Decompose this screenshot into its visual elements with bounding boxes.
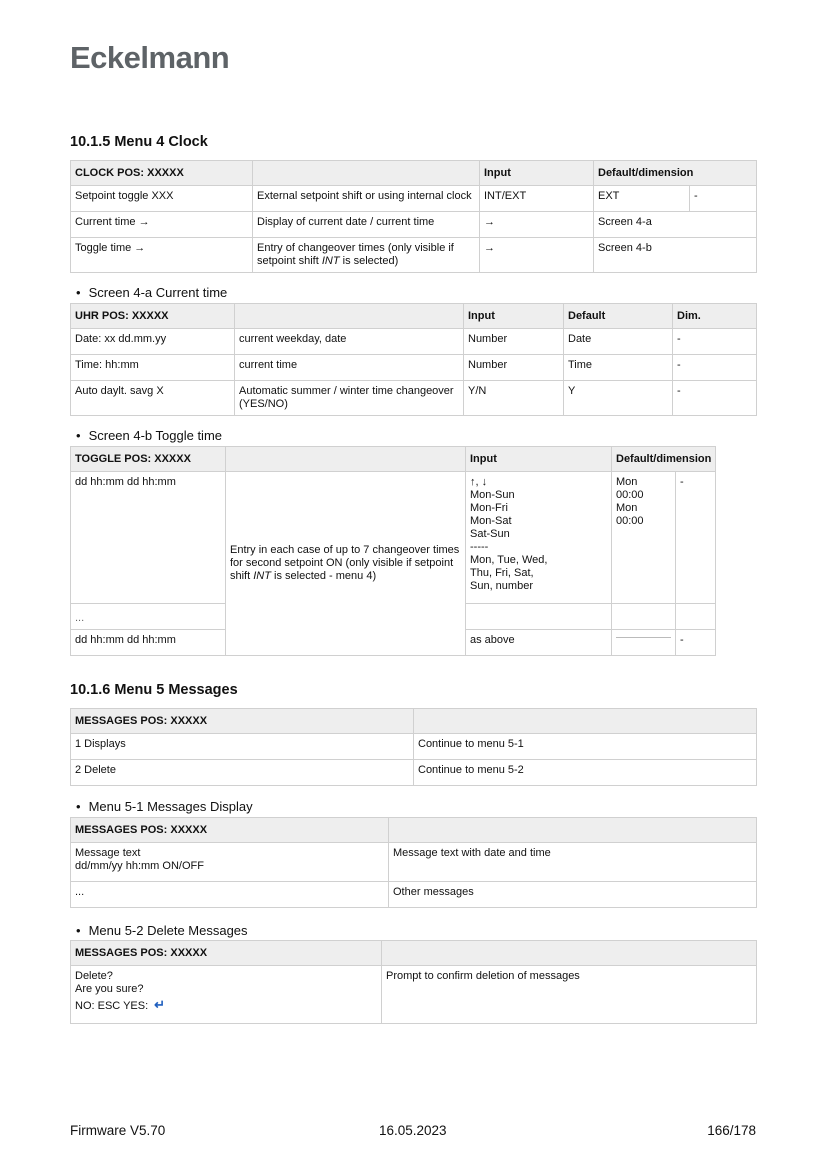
cell: INT/EXT <box>480 186 594 212</box>
text: Mon <box>616 502 638 514</box>
clock-table <box>70 160 757 273</box>
text: Message text <box>75 847 141 859</box>
cell: Other messages <box>389 882 757 908</box>
bullet-text: Screen 4-a Current time <box>88 285 228 300</box>
cell: - <box>676 472 716 604</box>
header-cell: Dim. <box>673 304 757 329</box>
cell: 1 Displays <box>71 734 414 760</box>
header-cell <box>226 447 466 472</box>
cell: EXT <box>594 186 690 212</box>
header-cell: Input <box>480 161 594 186</box>
header-cell: Default/dimension <box>612 447 716 472</box>
cell: Time: hh:mm <box>71 355 235 381</box>
cell: Y <box>564 381 673 416</box>
cell-default <box>612 472 676 604</box>
text: is selected - menu 4) <box>270 570 377 582</box>
text: Delete? <box>75 970 113 982</box>
messages-table <box>70 708 757 786</box>
bullet-text: Screen 4-b Toggle time <box>88 428 223 443</box>
header-cell <box>235 304 464 329</box>
header-cell <box>382 941 757 966</box>
text: Entry of changeover times (only visible if setpoint shift <box>257 242 454 267</box>
table-header-row <box>71 447 716 472</box>
bullet-menu-5-2: • Menu 5-2 Delete Messages <box>76 923 248 938</box>
cell: Current time → <box>71 212 253 238</box>
cell: Prompt to confirm deletion of messages <box>382 966 757 1024</box>
cell: - <box>673 381 757 416</box>
cell: Screen 4-a <box>594 212 757 238</box>
cell: dd hh:mm dd hh:mm <box>71 630 226 656</box>
cell: Continue to menu 5-1 <box>414 734 757 760</box>
cell: Setpoint toggle XXX <box>71 186 253 212</box>
text: Entry in each case of up to 7 changeover times for second setpoint ON (only visible if setpoint shift <box>230 544 460 582</box>
cell: Y/N <box>464 381 564 416</box>
header-cell: TOGGLE POS: XXXXX <box>71 447 226 472</box>
cell: ... <box>71 882 389 908</box>
text: Mon-Sun <box>470 489 515 501</box>
text: 00:00 <box>616 515 644 527</box>
cell: Auto daylt. savg X <box>71 381 235 416</box>
cell: Date: xx dd.mm.yy <box>71 329 235 355</box>
table-row <box>71 186 757 212</box>
cell: External setpoint shift or using internal clock <box>253 186 480 212</box>
cell: Toggle time → <box>71 238 253 273</box>
text: is selected) <box>339 255 399 267</box>
delete-messages-table <box>70 940 757 1024</box>
cell <box>253 238 480 273</box>
cell: - <box>673 355 757 381</box>
cell: → <box>480 212 594 238</box>
cell: - <box>676 630 716 656</box>
bullet-screen-4a: • Screen 4-a Current time <box>76 285 228 300</box>
cell: ... <box>71 604 226 630</box>
table-header-row <box>71 818 757 843</box>
header-cell: Input <box>464 304 564 329</box>
header-cell: UHR POS: XXXXX <box>71 304 235 329</box>
table-row <box>71 381 757 416</box>
cell: Display of current date / current time <box>253 212 480 238</box>
cell: - <box>673 329 757 355</box>
table-header-row <box>71 941 757 966</box>
cell: current time <box>235 355 464 381</box>
cell: Screen 4-b <box>594 238 757 273</box>
cell: Time <box>564 355 673 381</box>
text: ↑, ↓ <box>470 476 488 488</box>
messages-display-table <box>70 817 757 908</box>
text: dd/mm/yy hh:mm ON/OFF <box>75 860 204 872</box>
cell: 2 Delete <box>71 760 414 786</box>
footer-page-number: 166/178 <box>707 1123 756 1138</box>
cell <box>612 630 676 656</box>
header-cell <box>414 709 757 734</box>
header-cell: MESSAGES POS: XXXXX <box>71 941 382 966</box>
text-italic: INT <box>321 255 340 267</box>
header-cell: MESSAGES POS: XXXXX <box>71 818 389 843</box>
cell <box>676 604 716 630</box>
table-header-row <box>71 304 757 329</box>
header-cell <box>389 818 757 843</box>
bullet-text: Menu 5-1 Messages Display <box>88 799 253 814</box>
text: Sun, number <box>470 580 533 592</box>
table-row <box>71 238 757 273</box>
cell: as above <box>466 630 612 656</box>
table-row <box>71 212 757 238</box>
table-row <box>71 329 757 355</box>
header-cell: Default <box>564 304 673 329</box>
text: Mon, Tue, Wed, <box>470 554 548 566</box>
bullet-screen-4b: • Screen 4-b Toggle time <box>76 428 223 443</box>
footer-date: 16.05.2023 <box>379 1123 447 1138</box>
table-row <box>71 843 757 882</box>
cell <box>612 604 676 630</box>
cell-input-options <box>466 472 612 604</box>
header-cell: Input <box>466 447 612 472</box>
cell: Number <box>464 355 564 381</box>
header-cell: CLOCK POS: XXXXX <box>71 161 253 186</box>
bullet-menu-5-1: • Menu 5-1 Messages Display <box>76 799 253 814</box>
text: Mon-Sat <box>470 515 512 527</box>
cell <box>71 843 389 882</box>
text: Sat-Sun <box>470 528 510 540</box>
cell: Message text with date and time <box>389 843 757 882</box>
table-row <box>71 734 757 760</box>
cell: dd hh:mm dd hh:mm <box>71 472 226 604</box>
enter-key-icon: ↵ <box>154 997 166 1012</box>
table-header-row <box>71 709 757 734</box>
table-row <box>71 355 757 381</box>
text: Are you sure? <box>75 983 144 995</box>
table-row <box>71 882 757 908</box>
text: 00:00 <box>616 489 644 501</box>
section-heading-menu4-clock: 10.1.5 Menu 4 Clock <box>70 134 208 150</box>
cell <box>466 604 612 630</box>
header-cell: Default/dimension <box>594 161 757 186</box>
bullet-text: Menu 5-2 Delete Messages <box>88 923 248 938</box>
footer-firmware: Firmware V5.70 <box>70 1123 166 1138</box>
current-time-table <box>70 303 757 416</box>
cell: - <box>690 186 757 212</box>
table-header-row <box>71 161 757 186</box>
toggle-time-table <box>70 446 716 656</box>
header-cell: MESSAGES POS: XXXXX <box>71 709 414 734</box>
table-row <box>71 966 757 1024</box>
text: Mon <box>616 476 638 488</box>
cell: Continue to menu 5-2 <box>414 760 757 786</box>
text: Thu, Fri, Sat, <box>470 567 534 579</box>
cell-description <box>226 472 466 656</box>
table-row <box>71 472 716 604</box>
cell: Date <box>564 329 673 355</box>
cell: → <box>480 238 594 273</box>
text-italic: INT <box>253 570 271 582</box>
text: ----- <box>470 541 489 553</box>
text: NO: ESC YES: <box>75 1000 149 1012</box>
cell: current weekday, date <box>235 329 464 355</box>
cell: Number <box>464 329 564 355</box>
cell: Automatic summer / winter time changeover (YES/NO) <box>235 381 464 416</box>
eckelmann-logo: Eckelmann <box>70 40 230 75</box>
divider <box>616 637 671 638</box>
cell <box>71 966 382 1024</box>
table-row <box>71 760 757 786</box>
header-cell <box>253 161 480 186</box>
section-heading-menu5-messages: 10.1.6 Menu 5 Messages <box>70 682 238 698</box>
text: Mon-Fri <box>470 502 508 514</box>
